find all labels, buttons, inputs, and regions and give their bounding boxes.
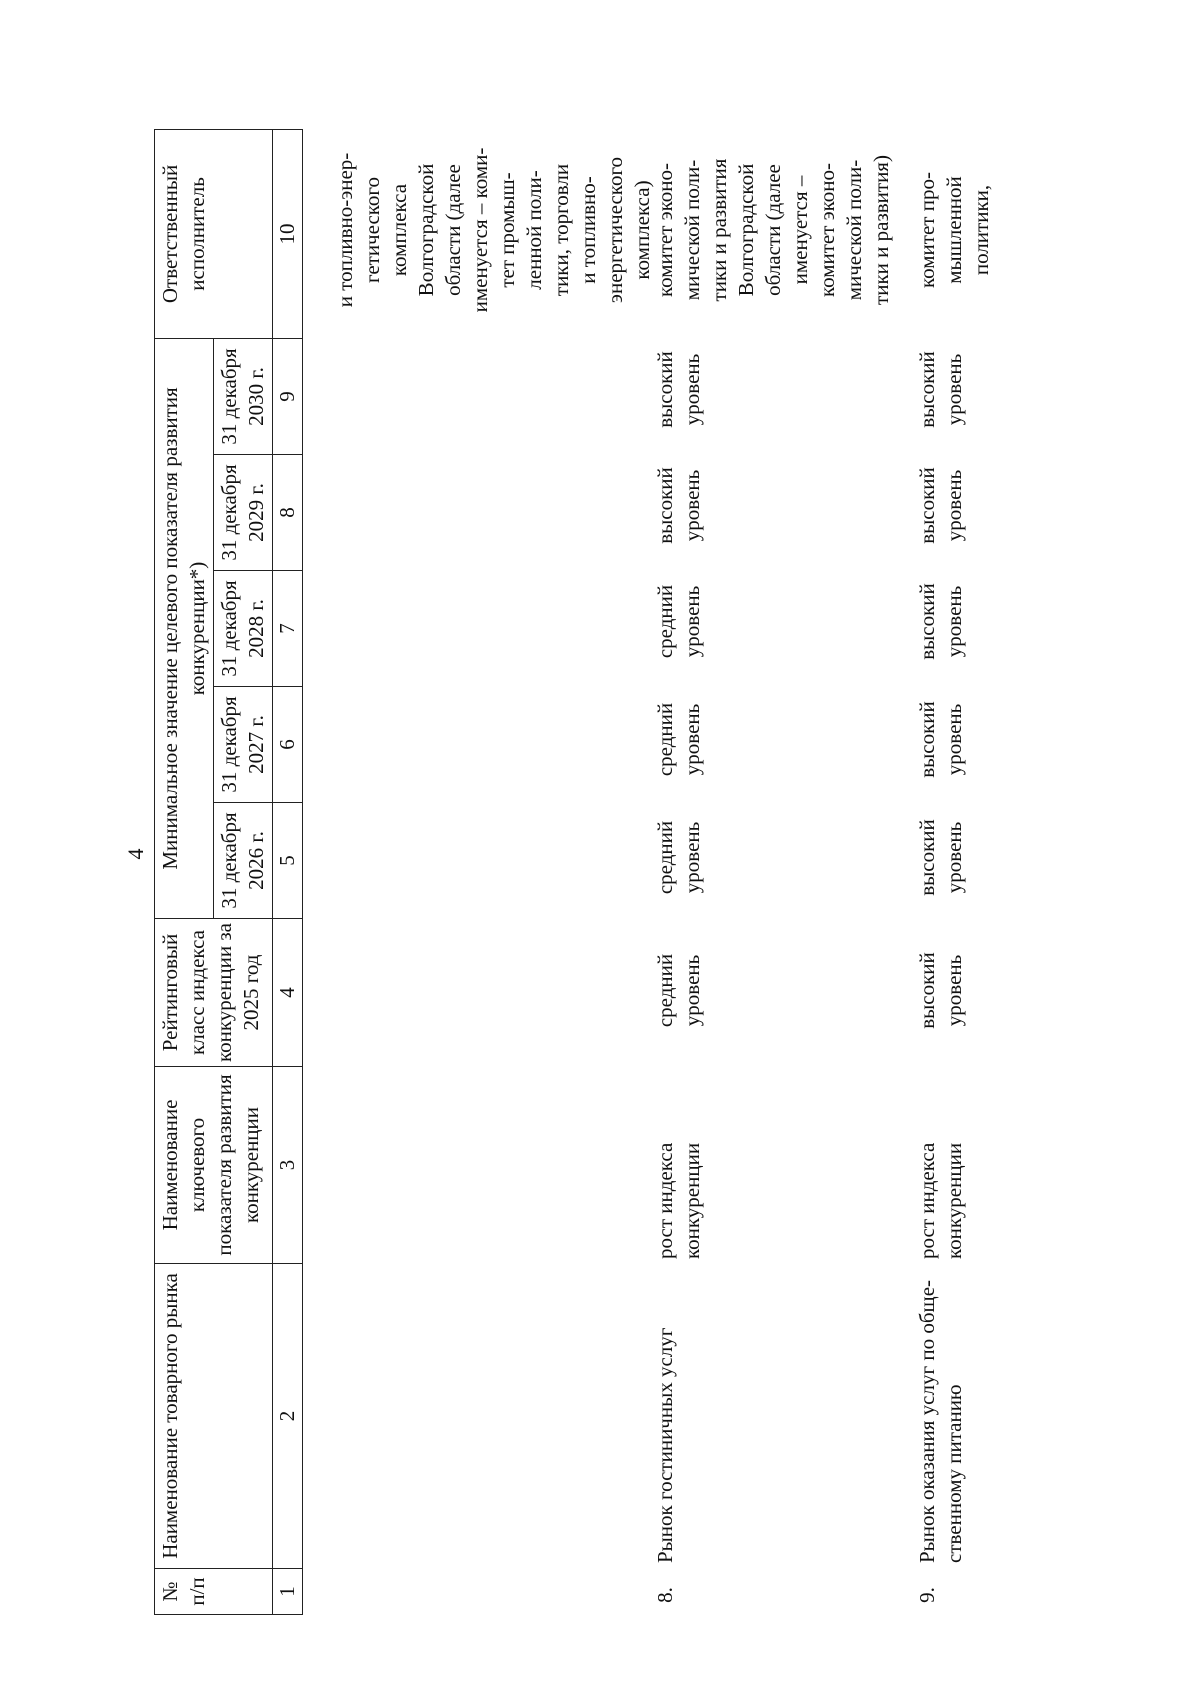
target-2026: средний уровень [653,820,704,895]
header-market: Наименование товарного рынка [155,1264,273,1569]
table-row [914,130,1114,1615]
market-name: Рынок гостиничных услуг [653,1327,677,1563]
executor-line: именуется – коми- [468,147,492,313]
indicator-name: рост индекса конкуренции [653,1142,704,1259]
executor-line: комплекса [387,183,411,277]
column-number: 9 [273,338,303,454]
column-number: 6 [273,687,303,803]
column-number: 4 [273,919,303,1067]
column-number: 10 [273,129,303,338]
target-2028: высокий уровень [915,583,966,660]
column-number: 1 [273,1569,303,1615]
header-2026: 31 декабря 2026 г. [214,803,273,919]
executor-line: и топливно-энер- [333,152,357,308]
executor-cell [332,130,656,330]
target-2027: высокий уровень [915,701,966,778]
targets-table [154,129,303,1615]
executor-cell: комитет про- мышленной политики, [915,172,993,288]
target-2029: высокий уровень [915,467,966,544]
row-number: 9. [915,1587,939,1603]
executor-cell: комитет эконо- мической поли- тики и развития Волгоградской области (далее именуется – комитет эконо- мической поли- тики и развития) [653,155,893,305]
executor-line: тики, торговли [549,163,573,297]
header-2029: 31 декабря 2029 г. [214,455,273,571]
executor-line: тет промыш- [495,172,519,288]
column-number: 3 [273,1067,303,1264]
table-row [652,130,914,1615]
target-2028: средний уровень [653,584,704,659]
column-number: 5 [273,803,303,919]
header-2030: 31 декабря 2030 г. [214,338,273,454]
indicator-name: рост индекса конкуренции [915,1142,966,1259]
header-target-group: Минимальное значение целевого показателя развития конкуренции*) [155,338,214,918]
header-2028: 31 декабря 2028 г. [214,571,273,687]
rating-class: средний уровень [653,953,704,1028]
target-2026: высокий уровень [915,819,966,896]
header-rating-class: Рейтинговый класс индекса конкуренции за 2025 год [155,919,273,1067]
row-number: 8. [653,1587,677,1603]
target-2029: высокий уровень [653,467,704,544]
header-indicator: Наименование ключевого показателя развития конкуренции [155,1067,273,1264]
target-2030: высокий уровень [653,351,704,428]
market-name: Рынок оказания услуг по обще- ственному питанию [915,1279,966,1563]
executor-line: энергетического [603,156,627,304]
executor-line: гетического [360,176,384,284]
table-row-continuation [332,130,652,1615]
executor-line: комплекса) [630,180,654,280]
executor-line: и топливно- [576,176,600,284]
table-body [332,130,1114,1615]
rating-class: высокий уровень [915,952,966,1029]
target-2027: средний уровень [653,702,704,777]
column-number: 8 [273,455,303,571]
header-executor: Ответственный исполнитель [155,129,273,338]
rotated-table-area [154,130,1154,1615]
executor-line: Волгоградской [414,163,438,297]
header-2027: 31 декабря 2027 г. [214,687,273,803]
executor-line: ленной поли- [522,170,546,290]
header-num: № п/п [155,1569,273,1615]
executor-line: области (далее [441,164,465,296]
column-number: 2 [273,1264,303,1569]
target-2030: высокий уровень [915,351,966,428]
column-number: 7 [273,571,303,687]
page-number: 4 [123,848,148,860]
